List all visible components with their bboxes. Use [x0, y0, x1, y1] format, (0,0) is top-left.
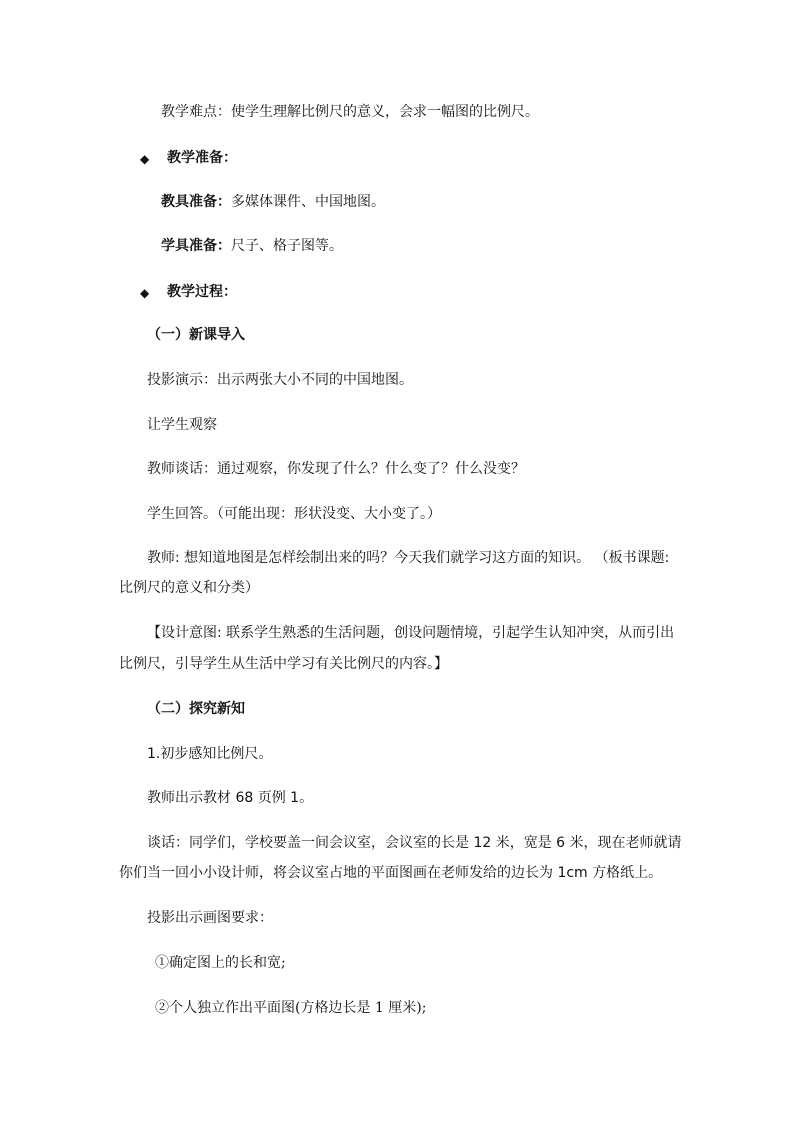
- paragraph-line: 让学生观察: [147, 417, 217, 433]
- paragraph-line: 教师谈话：通过观察，你发现了什么？什么变了？什么没变？: [147, 461, 525, 477]
- design-intent-line: 比例尺，引导学生从生活中学习有关比例尺的内容。】: [119, 656, 448, 672]
- difficulty-text: 使学生理解比例尺的意义，会求一幅图的比例尺。: [231, 104, 539, 120]
- teaching-process-heading: 教学过程：: [167, 284, 237, 300]
- paragraph-line: 1.初步感知比例尺。: [147, 746, 273, 762]
- section-heading: （一）新课导入: [147, 327, 245, 343]
- student-tools-label: 学具准备：: [161, 238, 231, 254]
- paragraph-line: 谈话：同学们，学校要盖一间会议室，会议室的长是 12 米，宽是 6 米，现在老师就请: [147, 835, 682, 851]
- paragraph-line: 投影出示画图要求：: [147, 910, 273, 926]
- paragraph-line: 比例尺的意义和分类）: [119, 580, 259, 596]
- student-tools-line: [161, 237, 343, 255]
- design-intent-line: 【设计意图: 联系学生熟悉的生活问题，创设问题情境，引起学生认知冲突，从而引出: [147, 625, 675, 641]
- diamond-bullet-icon: ◆: [140, 152, 150, 166]
- teacher-tools-text: 多媒体课件、中国地图。: [231, 194, 385, 210]
- diamond-bullet-icon: ◆: [140, 286, 150, 300]
- drawing-requirement-item: ①确定图上的长和宽;: [155, 955, 286, 971]
- drawing-requirement-item: ②个人独立作出平面图(方格边长是 1 厘米);: [155, 1000, 427, 1016]
- teacher-tools-line: [161, 193, 385, 211]
- teaching-prep-heading: 教学准备：: [167, 150, 237, 166]
- paragraph-line: 你们当一回小小设计师，将会议室占地的平面图画在老师发给的边长为 1cm 方格纸上。: [119, 865, 663, 881]
- difficulty-label: 教学难点：: [161, 104, 231, 120]
- student-tools-text: 尺子、格子图等。: [231, 238, 343, 254]
- teaching-difficulty-line: [161, 103, 539, 121]
- paragraph-line: 学生回答。（可能出现：形状没变、大小变了。）: [147, 506, 441, 522]
- teacher-tools-label: 教具准备：: [161, 194, 231, 210]
- paragraph-line: 教师: 想知道地图是怎样绘制出来的吗？今天我们就学习这方面的知识。 （板书课题:: [147, 550, 670, 566]
- paragraph-line: 教师出示教材 68 页例 1。: [147, 790, 314, 806]
- section-heading: （二）探究新知: [147, 701, 245, 717]
- paragraph-line: 投影演示：出示两张大小不同的中国地图。: [147, 372, 413, 388]
